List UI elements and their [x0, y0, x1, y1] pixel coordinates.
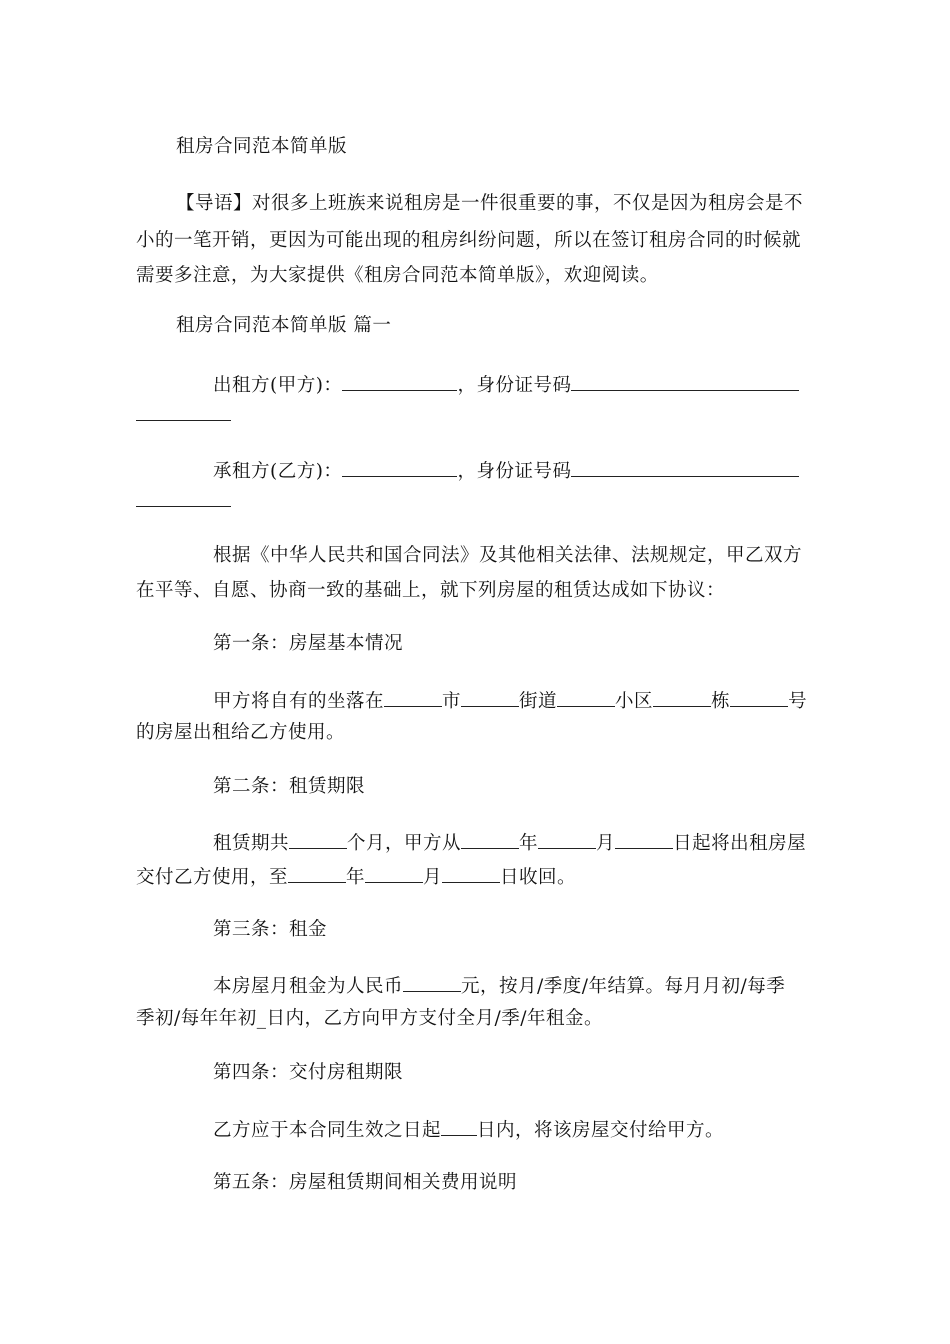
lessee-id-blank-cont [136, 488, 231, 514]
preamble-line-2: 在平等、自愿、协商一致的基础上，就下列房屋的租赁达成如下协议： [136, 580, 726, 601]
year-label: 年 [519, 833, 539, 854]
article-3-line-2: 季初/每年年初_日内，乙方向甲方支付全月/季/年租金。 [136, 1008, 603, 1029]
end-day-blank [442, 864, 500, 883]
month-label: 月 [596, 833, 616, 854]
lessee-line [213, 458, 799, 484]
article-3-line-1 [213, 973, 785, 999]
start-month-blank [538, 830, 596, 849]
end-month-label: 月 [423, 867, 443, 888]
community-blank [557, 688, 615, 707]
lessee-id-blank [571, 458, 799, 477]
number-label: 号 [788, 691, 808, 712]
end-year-blank [288, 864, 346, 883]
building-label: 栋 [711, 691, 731, 712]
city-blank [384, 688, 442, 707]
article-4-line-1 [213, 1117, 724, 1143]
months-blank [289, 830, 347, 849]
term-label: 租赁期共 [213, 833, 290, 854]
end-text: 日收回。 [500, 867, 577, 888]
rent-label: 本房屋月租金为人民币 [213, 976, 404, 997]
preamble-line-1: 根据《中华人民共和国合同法》及其他相关法律、法规规定，甲乙双方 [213, 545, 803, 566]
start-day-blank [615, 830, 673, 849]
end-month-blank [365, 864, 423, 883]
article-1-text: 甲方将自有的坐落在 [213, 691, 385, 712]
article-3-heading: 第三条：租金 [213, 919, 328, 940]
term-text: 个月，甲方从 [347, 833, 462, 854]
rent-text: 元，按月/季度/年结算。每月月初/每季 [461, 976, 786, 997]
intro-line-3: 需要多注意，为大家提供《租房合同范本简单版》，欢迎阅读。 [136, 265, 659, 286]
delivery-text-2: 日内，将该房屋交付给甲方。 [477, 1120, 725, 1141]
building-blank [653, 688, 711, 707]
lessee-label: 承租方(乙方)： [213, 461, 343, 482]
lessor-name-blank [342, 372, 457, 391]
article-1-line-2: 的房屋出租给乙方使用。 [136, 722, 346, 743]
city-label: 市 [442, 691, 462, 712]
delivery-text: 乙方应于本合同生效之日起 [213, 1120, 442, 1141]
intro-line-1: 【导语】对很多上班族来说租房是一件很重要的事，不仅是因为租房会是不 [176, 193, 804, 214]
article-4-heading: 第四条：交付房租期限 [213, 1062, 404, 1083]
end-year-label: 年 [346, 867, 366, 888]
rent-amount-blank [403, 973, 461, 992]
document-title: 租房合同范本简单版 [176, 136, 348, 157]
deliver-text: 交付乙方使用，至 [136, 867, 289, 888]
lessee-id-blank-2 [136, 488, 231, 507]
intro-line-2: 小的一笔开销，更因为可能出现的租房纠纷问题，所以在签订租房合同的时候就 [136, 230, 802, 251]
article-1-heading: 第一条：房屋基本情况 [213, 633, 404, 654]
article-5-heading: 第五条：房屋租赁期间相关费用说明 [213, 1172, 518, 1193]
street-label: 街道 [519, 691, 558, 712]
lessor-id-blank [571, 372, 799, 391]
section-title: 租房合同范本简单版 篇一 [176, 315, 392, 336]
number-blank [730, 688, 788, 707]
community-label: 小区 [615, 691, 654, 712]
start-text: 日起将出租房屋 [673, 833, 807, 854]
delivery-days-blank [441, 1117, 477, 1136]
lessor-id-blank-2 [136, 402, 231, 421]
article-2-line-1 [213, 830, 806, 856]
lessor-id-blank-cont [136, 402, 231, 428]
lessor-id-label: ，身份证号码 [457, 375, 572, 396]
lessor-line [213, 372, 799, 398]
lessor-label: 出租方(甲方)： [213, 375, 343, 396]
lessee-id-label: ，身份证号码 [457, 461, 572, 482]
article-2-heading: 第二条：租赁期限 [213, 776, 366, 797]
street-blank [461, 688, 519, 707]
article-1-line-1 [213, 688, 807, 714]
start-year-blank [461, 830, 519, 849]
article-2-line-2 [136, 864, 576, 890]
lessee-name-blank [342, 458, 457, 477]
